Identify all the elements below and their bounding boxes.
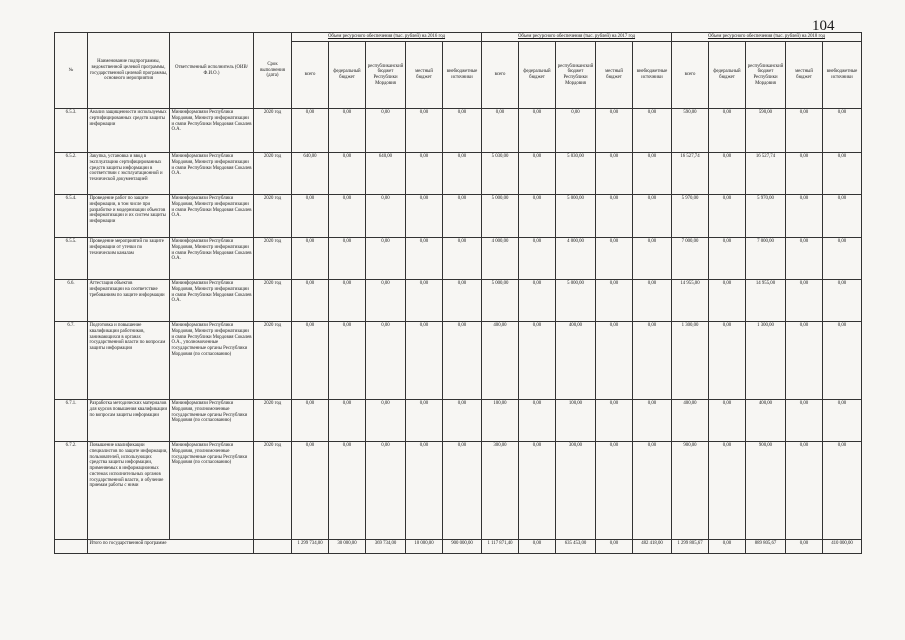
- row-value: 0,00: [519, 442, 556, 540]
- table-row: [55, 400, 862, 442]
- row-value: 0,00: [292, 442, 329, 540]
- row-value: 0,00: [823, 238, 862, 280]
- subheader-2016-1: всего: [292, 42, 329, 109]
- row-value: 0,00: [786, 400, 823, 442]
- row-value: 100,00: [482, 400, 519, 442]
- table-row: [55, 280, 862, 322]
- row-value: 0,00: [406, 400, 443, 442]
- row-number: 6.7.2.: [55, 442, 88, 540]
- resource-table: [54, 32, 862, 554]
- row-value: 0,00: [406, 280, 443, 322]
- row-value: 0,00: [633, 280, 672, 322]
- total-value: 0,00: [519, 540, 556, 554]
- row-value: 0,00: [633, 195, 672, 238]
- row-value: 16 527,74: [672, 153, 709, 195]
- row-value: 0,00: [596, 280, 633, 322]
- total-value: 1 117 871,40: [482, 540, 519, 554]
- subheader-2017-5: внебюджетные источники: [633, 42, 672, 109]
- header-no: №: [55, 33, 88, 109]
- row-value: 0,00: [709, 280, 746, 322]
- row-term: 2020 год: [254, 195, 292, 238]
- row-value: 5 000,00: [556, 280, 596, 322]
- row-value: 0,00: [366, 109, 406, 153]
- row-responsible: Мининформсвязи Республики Мордовия, уполномоченные государственные органы Республики Мордовия (по согласованию): [170, 442, 254, 540]
- total-row: [55, 540, 862, 554]
- row-value: 0,00: [292, 238, 329, 280]
- row-value: 0,00: [406, 238, 443, 280]
- row-value: 0,00: [709, 109, 746, 153]
- row-value: 5 970,00: [746, 195, 786, 238]
- row-value: 0,00: [366, 238, 406, 280]
- row-value: 5 000,00: [482, 280, 519, 322]
- row-value: 0,00: [596, 153, 633, 195]
- row-value: 0,00: [406, 153, 443, 195]
- row-value: 0,00: [406, 442, 443, 540]
- row-name: Анализ защищенности используемых сертифицированных средств защиты информации: [88, 109, 170, 153]
- subheader-2017-3: республиканский бюджет Республики Мордовия: [556, 42, 596, 109]
- subheader-2018-5: внебюджетные источники: [823, 42, 862, 109]
- row-value: 0,00: [786, 322, 823, 400]
- row-value: 0,00: [823, 280, 862, 322]
- row-value: 0,00: [443, 400, 482, 442]
- row-responsible: Мининформсвязи Республики Мордовия, Министр информатизации и связи Республики Мордовия Сокалев О.А.: [170, 280, 254, 322]
- row-value: 0,00: [556, 109, 596, 153]
- subheader-2018-2: федеральный бюджет: [709, 42, 746, 109]
- row-value: 0,00: [786, 442, 823, 540]
- total-value: 1 299 805,67: [672, 540, 709, 554]
- row-term: 2020 год: [254, 153, 292, 195]
- row-value: 0,00: [709, 400, 746, 442]
- header-term: Срок выполнения (дата): [254, 33, 292, 109]
- row-value: 0,00: [443, 109, 482, 153]
- row-value: 0,00: [823, 109, 862, 153]
- row-name: Подготовка и повышение квалификации работников, занимающихся в органах государственной власти по вопросам защиты информации: [88, 322, 170, 400]
- row-value: 0,00: [292, 400, 329, 442]
- row-term: 2020 год: [254, 109, 292, 153]
- row-number: 6.5.5.: [55, 238, 88, 280]
- total-value: 900 000,00: [443, 540, 482, 554]
- row-name: Проведение работ по защите информации, в том числе при разработке и модернизации объектов информатизации и их систем защиты информации: [88, 195, 170, 238]
- row-value: 0,00: [292, 322, 329, 400]
- row-term: 2020 год: [254, 400, 292, 442]
- subheader-2017-1: всего: [482, 42, 519, 109]
- row-value: 0,00: [633, 442, 672, 540]
- total-value: 0,00: [709, 540, 746, 554]
- subheader-2018-4: местный бюджет: [786, 42, 823, 109]
- row-value: 0,00: [329, 109, 366, 153]
- row-number: 6.5.2.: [55, 153, 88, 195]
- row-value: 16 527,74: [746, 153, 786, 195]
- row-value: 5 970,00: [672, 195, 709, 238]
- row-value: 1 300,00: [746, 322, 786, 400]
- row-value: 0,00: [292, 280, 329, 322]
- header-responsible: Ответственный исполнитель (ОИВ/Ф.И.О.): [170, 33, 254, 109]
- row-responsible: Мининформсвязи Республики Мордовия, Министр информатизации и связи Республики Мордовия Сокалев О.А.: [170, 109, 254, 153]
- row-value: 0,00: [292, 109, 329, 153]
- row-value: 0,00: [292, 195, 329, 238]
- row-value: 0,00: [633, 109, 672, 153]
- row-value: 0,00: [596, 109, 633, 153]
- row-term: 2020 год: [254, 238, 292, 280]
- total-term-empty: [254, 540, 292, 554]
- table-row: [55, 195, 862, 238]
- row-value: 590,00: [672, 109, 709, 153]
- row-value: 0,00: [596, 238, 633, 280]
- row-name: Аттестация объектов информатизации на соответствие требованиям по защите информации: [88, 280, 170, 322]
- total-value: 10 000,00: [406, 540, 443, 554]
- row-value: 0,00: [519, 400, 556, 442]
- total-value: 369 734,00: [366, 540, 406, 554]
- row-value: 0,00: [443, 238, 482, 280]
- row-value: 0,00: [633, 153, 672, 195]
- row-value: 0,00: [519, 238, 556, 280]
- row-number: 6.6.: [55, 280, 88, 322]
- row-value: 0,00: [709, 238, 746, 280]
- row-value: 5 030,00: [556, 153, 596, 195]
- row-value: 300,00: [482, 442, 519, 540]
- total-empty: [55, 540, 88, 554]
- header-group-2017: Объем ресурсного обеспечения (тыс. рублей) на 2017 год: [482, 33, 672, 42]
- row-value: 0,00: [786, 195, 823, 238]
- row-value: 0,00: [366, 195, 406, 238]
- header-name: Наименование подпрограммы, ведомственной целевой программы, государственной целевой программы, основного мероприятия: [88, 33, 170, 109]
- row-term: 2020 год: [254, 442, 292, 540]
- row-value: 590,00: [746, 109, 786, 153]
- row-value: 7 000,00: [746, 238, 786, 280]
- row-value: 0,00: [709, 195, 746, 238]
- table-row: [55, 442, 862, 540]
- row-value: 5 000,00: [556, 195, 596, 238]
- row-value: 400,00: [556, 322, 596, 400]
- row-value: 0,00: [823, 442, 862, 540]
- row-value: 0,00: [709, 322, 746, 400]
- subheader-2016-2: федеральный бюджет: [329, 42, 366, 109]
- subheader-2016-4: местный бюджет: [406, 42, 443, 109]
- row-number: 6.7.: [55, 322, 88, 400]
- row-term: 2020 год: [254, 280, 292, 322]
- row-value: 0,00: [366, 400, 406, 442]
- row-value: 0,00: [519, 280, 556, 322]
- row-value: 0,00: [406, 322, 443, 400]
- row-responsible: Мининформсвязи Республики Мордовия, Министр информатизации и связи Республики Мордовия Сокалев О.А.: [170, 153, 254, 195]
- row-value: 0,00: [596, 322, 633, 400]
- row-value: 400,00: [672, 400, 709, 442]
- total-value: 889 805,67: [746, 540, 786, 554]
- table-row: [55, 322, 862, 400]
- row-value: 5 000,00: [482, 195, 519, 238]
- subheader-2017-2: федеральный бюджет: [519, 42, 556, 109]
- row-value: 0,00: [633, 322, 672, 400]
- total-value: 1 299 734,00: [292, 540, 329, 554]
- row-name: Проведение мероприятий по защите информации от утечки по техническим каналам: [88, 238, 170, 280]
- row-value: 0,00: [406, 109, 443, 153]
- row-value: 0,00: [786, 109, 823, 153]
- row-value: 400,00: [482, 322, 519, 400]
- row-value: 0,00: [596, 195, 633, 238]
- total-value: 0,00: [596, 540, 633, 554]
- table-row: [55, 238, 862, 280]
- row-value: 0,00: [786, 238, 823, 280]
- row-name: Закупка, установка и ввод в эксплуатацию сертифицированных средств защиты информации в соответствии с эксплуатационной и технической документацией: [88, 153, 170, 195]
- row-responsible: Мининформсвязи Республики Мордовия, Министр информатизации и связи Республики Мордовия Сокалев О.А., уполномоченные государственные органы Республики Мордовия (по согласованию): [170, 322, 254, 400]
- subheader-2018-3: республиканский бюджет Республики Мордовия: [746, 42, 786, 109]
- row-value: 0,00: [329, 153, 366, 195]
- row-value: 0,00: [596, 400, 633, 442]
- row-value: 0,00: [596, 442, 633, 540]
- row-value: 400,00: [746, 400, 786, 442]
- row-value: 7 000,00: [672, 238, 709, 280]
- table-row: [55, 153, 862, 195]
- row-value: 640,00: [292, 153, 329, 195]
- row-value: 0,00: [786, 153, 823, 195]
- row-value: 100,00: [556, 400, 596, 442]
- row-value: 0,00: [329, 238, 366, 280]
- row-value: 0,00: [443, 322, 482, 400]
- header-group-2018: Объем ресурсного обеспечения (тыс. рублей) на 2018 год: [672, 33, 862, 42]
- row-value: 0,00: [519, 195, 556, 238]
- row-value: 0,00: [443, 280, 482, 322]
- row-value: 1 300,00: [672, 322, 709, 400]
- row-name: Разработка методических материалов для курсов повышения квалификации по вопросам защиты информации: [88, 400, 170, 442]
- row-value: 5 030,00: [482, 153, 519, 195]
- row-value: 0,00: [406, 195, 443, 238]
- row-value: 300,00: [556, 442, 596, 540]
- row-value: 0,00: [519, 322, 556, 400]
- total-label: Итого по государственной программе: [88, 540, 254, 554]
- total-value: 410 000,00: [823, 540, 862, 554]
- total-value: 482 418,00: [633, 540, 672, 554]
- row-value: 4 000,00: [556, 238, 596, 280]
- row-value: 0,00: [329, 400, 366, 442]
- row-name: Повышение квалификации специалистов по защите информации, пользователей, использующих средства защиты информации, применяемых в информационных системах исполнительных органов государственной власти, и обучение приемам работы с ними: [88, 442, 170, 540]
- row-value: 0,00: [823, 153, 862, 195]
- row-value: 0,00: [366, 442, 406, 540]
- row-responsible: Мининформсвязи Республики Мордовия, уполномоченные государственные органы Республики Мордовия (по согласованию): [170, 400, 254, 442]
- page-number: 104: [812, 18, 835, 34]
- row-value: 0,00: [329, 280, 366, 322]
- row-value: 0,00: [633, 400, 672, 442]
- row-value: 0,00: [329, 195, 366, 238]
- row-value: 14 955,00: [746, 280, 786, 322]
- total-value: 30 000,00: [329, 540, 366, 554]
- row-value: 0,00: [443, 442, 482, 540]
- row-value: 640,00: [366, 153, 406, 195]
- header-group-2016: Объем ресурсного обеспечения (тыс. рублей) на 2016 год: [292, 33, 482, 42]
- row-value: 0,00: [823, 400, 862, 442]
- row-value: 0,00: [519, 153, 556, 195]
- row-value: 0,00: [709, 153, 746, 195]
- row-value: 0,00: [366, 322, 406, 400]
- row-term: 2020 год: [254, 322, 292, 400]
- row-value: 4 000,00: [482, 238, 519, 280]
- row-value: 0,00: [329, 442, 366, 540]
- total-value: 635 453,00: [556, 540, 596, 554]
- subheader-2016-5: внебюджетные источники: [443, 42, 482, 109]
- row-value: 14 955,00: [672, 280, 709, 322]
- subheader-2016-3: республиканский бюджет Республики Мордовия: [366, 42, 406, 109]
- row-value: 0,00: [443, 153, 482, 195]
- subheader-2018-1: всего: [672, 42, 709, 109]
- row-value: 0,00: [482, 109, 519, 153]
- subheader-2017-4: местный бюджет: [596, 42, 633, 109]
- row-value: 0,00: [366, 280, 406, 322]
- row-value: 0,00: [709, 442, 746, 540]
- row-value: 900,00: [672, 442, 709, 540]
- row-number: 6.7.1.: [55, 400, 88, 442]
- table-row: [55, 109, 862, 153]
- row-number: 6.5.3.: [55, 109, 88, 153]
- row-value: 0,00: [329, 322, 366, 400]
- row-value: 0,00: [633, 238, 672, 280]
- row-value: 0,00: [519, 109, 556, 153]
- row-value: 0,00: [443, 195, 482, 238]
- total-value: 0,00: [786, 540, 823, 554]
- row-responsible: Мининформсвязи Республики Мордовия, Министр информатизации и связи Республики Мордовия Сокалев О.А.: [170, 238, 254, 280]
- row-value: 0,00: [823, 195, 862, 238]
- row-number: 6.5.4.: [55, 195, 88, 238]
- row-value: 0,00: [823, 322, 862, 400]
- row-value: 900,00: [746, 442, 786, 540]
- row-responsible: Мининформсвязи Республики Мордовия, Министр информатизации и связи Республики Мордовия Сокалев О.А.: [170, 195, 254, 238]
- row-value: 0,00: [786, 280, 823, 322]
